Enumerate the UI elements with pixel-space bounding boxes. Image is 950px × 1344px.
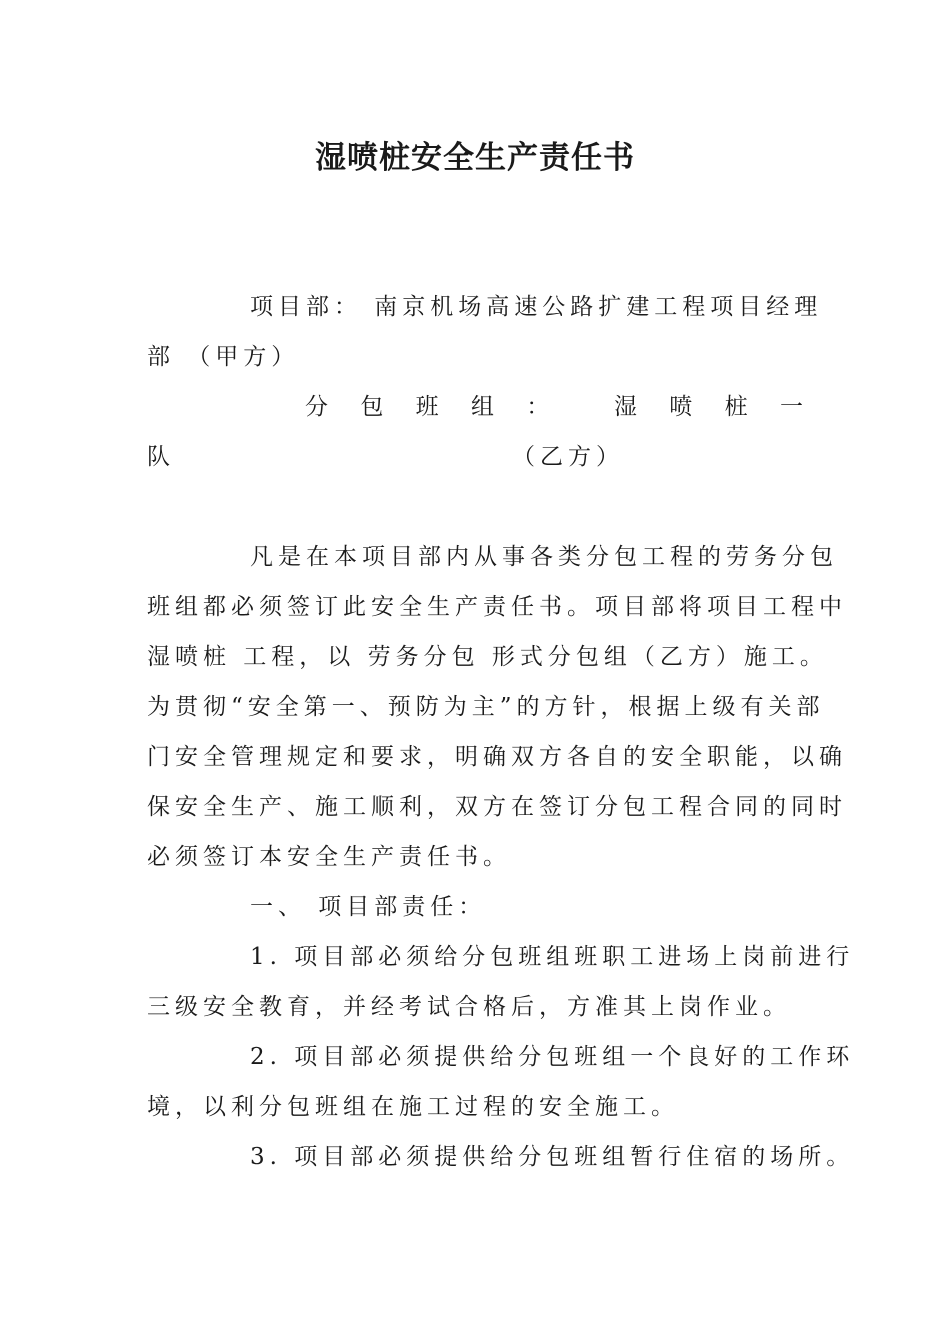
party-b-char: 班 bbox=[415, 394, 439, 420]
party-b-char: 组 bbox=[470, 394, 494, 420]
item-line: 2. 项目部必须提供给分包班组一个良好的工作环 bbox=[250, 1044, 855, 1070]
section-heading: 一、 项目部责任： bbox=[250, 894, 487, 920]
party-b-char: 包 bbox=[360, 394, 384, 420]
intro-line: 班组都必须签订此安全生产责任书。项目部将项目工程中 bbox=[147, 594, 847, 620]
party-b-line-1 bbox=[305, 392, 803, 422]
item-line: 三级安全教育，并经考试合格后，方准其上岗作业。 bbox=[147, 994, 791, 1020]
party-b-char: 桩 bbox=[724, 394, 748, 420]
party-a-line-2: 部 （甲方） bbox=[147, 344, 300, 370]
item-line: 1. 项目部必须给分包班组班职工进场上岗前进行 bbox=[250, 944, 855, 970]
intro-line: 为贯彻“安全第一、预防为主”的方针，根据上级有关部 bbox=[147, 694, 825, 720]
party-b-line-2-right: （乙方） bbox=[512, 444, 624, 470]
party-b-char: 一 bbox=[779, 394, 803, 420]
party-b-char: 分 bbox=[305, 394, 328, 420]
intro-line: 保安全生产、施工顺利，双方在签订分包工程合同的同时 bbox=[147, 794, 847, 820]
document-title: 湿喷桩安全生产责任书 bbox=[315, 140, 635, 176]
intro-line: 必须签订本安全生产责任书。 bbox=[147, 844, 511, 870]
party-b-char: ： bbox=[526, 394, 550, 420]
intro-line: 凡是在本项目部内从事各类分包工程的劳务分包 bbox=[250, 544, 838, 570]
intro-line: 湿喷桩 工程，以 劳务分包 形式分包组（乙方）施工。 bbox=[147, 644, 828, 670]
party-b-char: 湿 bbox=[613, 394, 637, 420]
party-b-char: 喷 bbox=[669, 394, 693, 420]
intro-line: 门安全管理规定和要求，明确双方各自的安全职能，以确 bbox=[147, 744, 847, 770]
item-line: 3. 项目部必须提供给分包班组暂行住宿的场所。 bbox=[250, 1144, 855, 1170]
item-line: 境，以利分包班组在施工过程的安全施工。 bbox=[147, 1094, 679, 1120]
party-a-line-1: 项目部： 南京机场高速公路扩建工程项目经理 bbox=[250, 294, 823, 320]
party-b-line-2-left: 队 bbox=[147, 444, 175, 470]
